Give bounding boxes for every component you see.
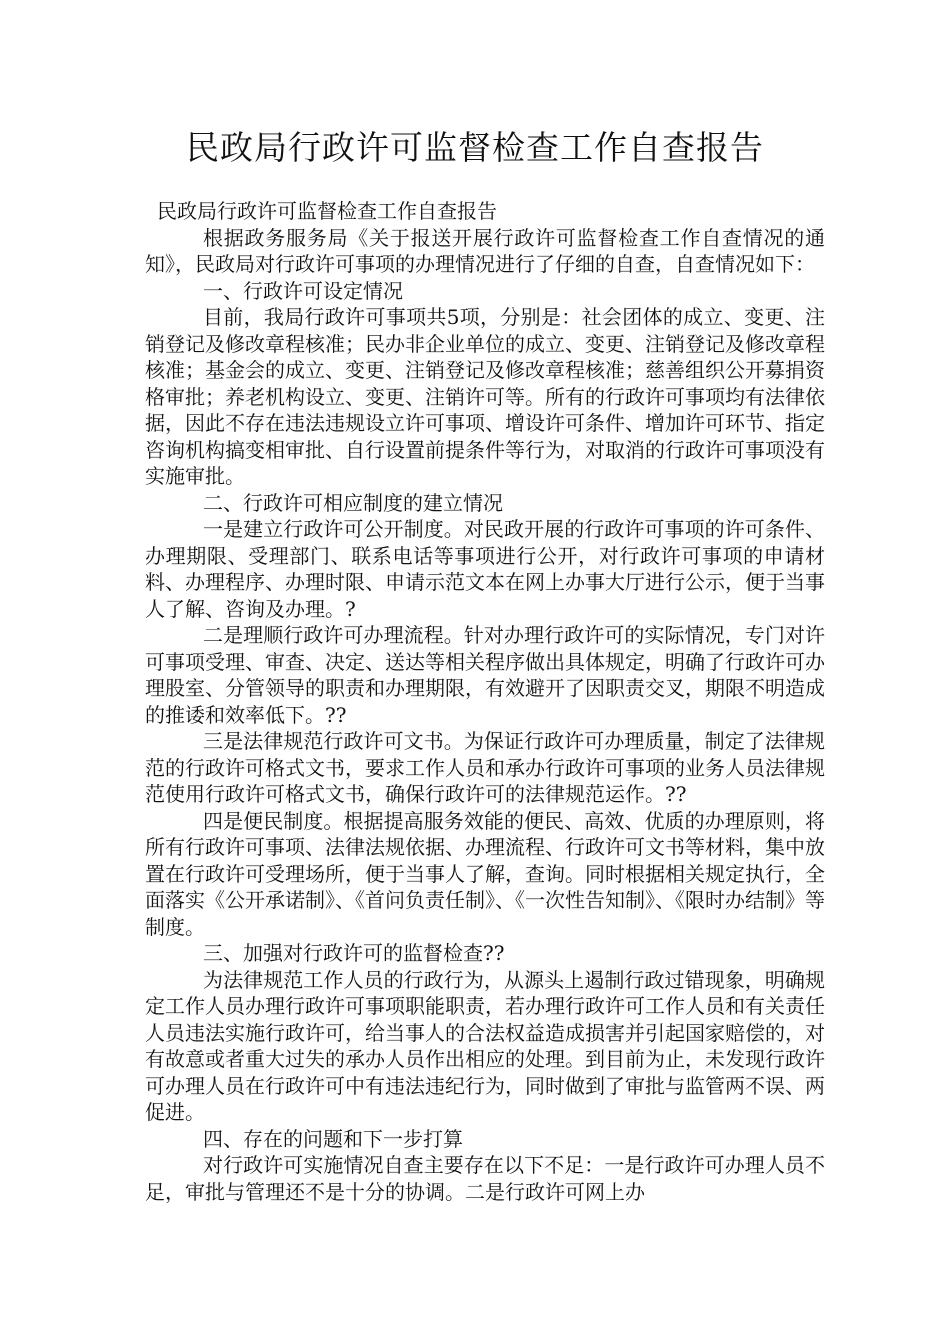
section-heading-4: 四、存在的问题和下一步打算: [203, 1126, 463, 1151]
paragraph-item-2: 二是理顺行政许可办理流程。针对办理行政许可的实际情况，专门对许可事项受理、审查、决定、送达等相关程序做出具体规定，明确了行政许可办理股室、分管领导的职责和办理期限，有效避开了因职责交叉，期限不明造成的推诿和效率低下。??: [145, 623, 825, 727]
section-heading-2: 二、行政许可相应制度的建立情况: [203, 490, 503, 515]
paragraph-intro: 根据政务服务局《关于报送开展行政许可监督检查工作自查情况的通知》，民政局对行政许可事项的办理情况进行了仔细的自查，自查情况如下：: [145, 225, 825, 276]
paragraph-item-4: 四是便民制度。根据提高服务效能的便民、高效、优质的办理原则，将所有行政许可事项、法律法规依据、办理流程、行政许可文书等材料，集中放置在行政许可受理场所，便于当事人了解，查询。同时根据相关规定执行，全面落实《公开承诺制》、《首问负责任制》、《一次性告知制》、《限时办结制》等制度。: [145, 808, 825, 939]
paragraph-item-3: 三是法律规范行政许可文书。为保证行政许可办理质量，制定了法律规范的行政许可格式文书，要求工作人员和承办行政许可事项的业务人员法律规范使用行政许可格式文书，确保行政许可的法律规范运作。??: [145, 729, 825, 806]
paragraph-section-1: 目前，我局行政许可事项共5项，分别是：社会团体的成立、变更、注销登记及修改章程核准；民办非企业单位的成立、变更、注销登记及修改章程核准；基金会的成立、变更、注销登记及修改章程核准；慈善组织公开募捐资格审批；养老机构设立、变更、注销许可等。所有的行政许可事项均有法律依据，因此不存在违法违规设立许可事项、增设许可条件、增加许可环节、指定咨询机构搞变相审批、自行设置前提条件等行为，对取消的行政许可事项没有实施审批。: [145, 305, 825, 488]
document-body: [145, 198, 825, 1205]
document-title: 民政局行政许可监督检查工作自查报告: [186, 128, 764, 167]
paragraph-item-1: 一是建立行政许可公开制度。对民政开展的行政许可事项的许可条件、办理期限、受理部门、联系电话等事项进行公开，对行政许可事项的申请材料、办理程序、办理时限、申请示范文本在网上办事大厅进行公示，便于当事人了解、咨询及办理。?: [145, 517, 825, 621]
paragraph-section-4: 对行政许可实施情况自查主要存在以下不足：一是行政许可办理人员不足，审批与管理还不是十分的协调。二是行政许可网上办: [145, 1153, 825, 1204]
paragraph-section-3: 为法律规范工作人员的行政行为，从源头上遏制行政过错现象，明确规定工作人员办理行政许可事项职能职责，若办理行政许可工作人员和有关责任人员违法实施行政许可，给当事人的合法权益造成损害并引起国家赔偿的，对有故意或者重大过失的承办人员作出相应的处理。到目前为止，未发现行政许可办理人员在行政许可中有违法违纪行为，同时做到了审批与监管两不误、两促进。: [145, 967, 825, 1124]
section-heading-1: 一、行政许可设定情况: [203, 278, 403, 303]
section-heading-3: 三、加强对行政许可的监督检查??: [203, 941, 505, 965]
document-subtitle: 民政局行政许可监督检查工作自查报告: [157, 199, 497, 223]
